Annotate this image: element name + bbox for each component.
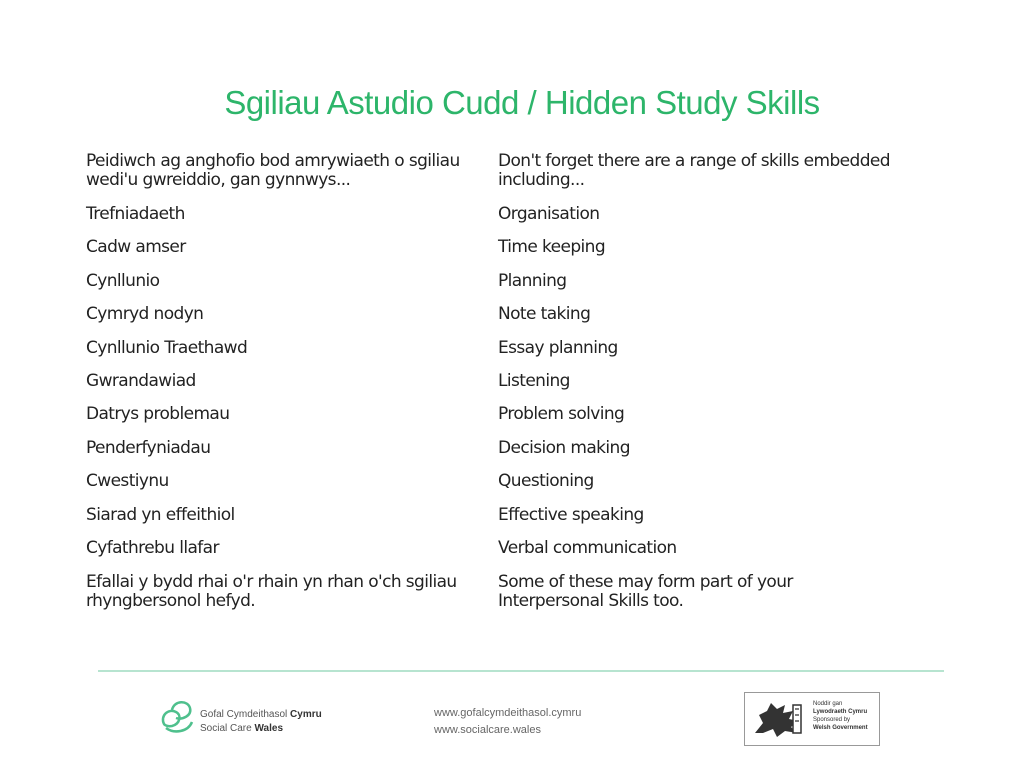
welsh-skill-item: Penderfyniadau (86, 437, 211, 458)
welsh-skill-item: Cynllunio (86, 270, 160, 291)
welsh-skill-item: Datrys problemau (86, 404, 230, 425)
english-skill-item: Decision making (498, 437, 630, 458)
footer-divider (98, 670, 944, 672)
gov-line: Sponsored by (813, 717, 851, 723)
welsh-skill-item: Gwrandawiad (86, 370, 196, 391)
english-skill-item: Problem solving (498, 404, 625, 425)
welsh-skill-item: Cwestiynu (86, 471, 169, 492)
social-care-wales-logo-icon (158, 694, 198, 738)
welsh-government-badge (744, 692, 880, 746)
gov-line: Noddir gan (813, 701, 843, 707)
english-skill-item: Planning (498, 270, 567, 291)
logo-english-name: Social Care (200, 723, 252, 734)
logo-welsh-name: Gofal Cymdeithasol (200, 709, 288, 720)
english-outro: Some of these may form part of your Interpersonal Skills too. (498, 572, 793, 612)
welsh-skill-item: Cynllunio Traethawd (86, 337, 248, 358)
logo-text (200, 708, 322, 736)
english-skill-item: Time keeping (498, 237, 606, 258)
english-skill-item: Effective speaking (498, 504, 644, 525)
welsh-skill-item: Cymryd nodyn (86, 304, 204, 325)
social-care-wales-logo (158, 694, 358, 740)
english-skill-item: Organisation (498, 204, 600, 224)
welsh-skill-item: Cadw amser (86, 237, 186, 258)
english-column (498, 152, 898, 611)
welsh-skill-item: Trefniadaeth (86, 204, 185, 224)
welsh-skill-item: Siarad yn effeithiol (86, 504, 235, 525)
welsh-url-link[interactable]: www.gofalcymdeithasol.cymru (434, 707, 582, 719)
logo-english-name-bold: Wales (254, 723, 284, 734)
english-skill-item: Verbal communication (498, 537, 677, 558)
english-skill-item: Questioning (498, 471, 594, 492)
english-skill-item: Note taking (498, 304, 591, 325)
footer-urls (434, 705, 581, 739)
government-sponsor-text (813, 700, 868, 732)
welsh-intro: Peidiwch ag anghofio bod amrywiaeth o sgiliau wedi'u gwreiddio, gan gynnwys... (86, 151, 460, 190)
welsh-outro: Efallai y bydd rhai o'r rhain yn rhan o'ch sgiliau rhyngbersonol hefyd. (86, 572, 457, 612)
english-intro: Don't forget there are a range of skills embedded including... (498, 151, 890, 190)
slide-title: Sgiliau Astudio Cudd / Hidden Study Skills (224, 84, 820, 121)
welsh-column (86, 152, 486, 611)
english-url-link[interactable]: www.socialcare.wales (434, 724, 541, 736)
gov-line: Lywodraeth Cymru (813, 709, 868, 715)
welsh-skill-item: Cyfathrebu llafar (86, 537, 219, 558)
english-skill-item: Essay planning (498, 337, 618, 358)
gov-line: Welsh Government (813, 725, 868, 731)
logo-welsh-name-bold: Cymru (290, 709, 322, 720)
dragon-icon (751, 699, 807, 739)
english-skill-item: Listening (498, 370, 570, 391)
